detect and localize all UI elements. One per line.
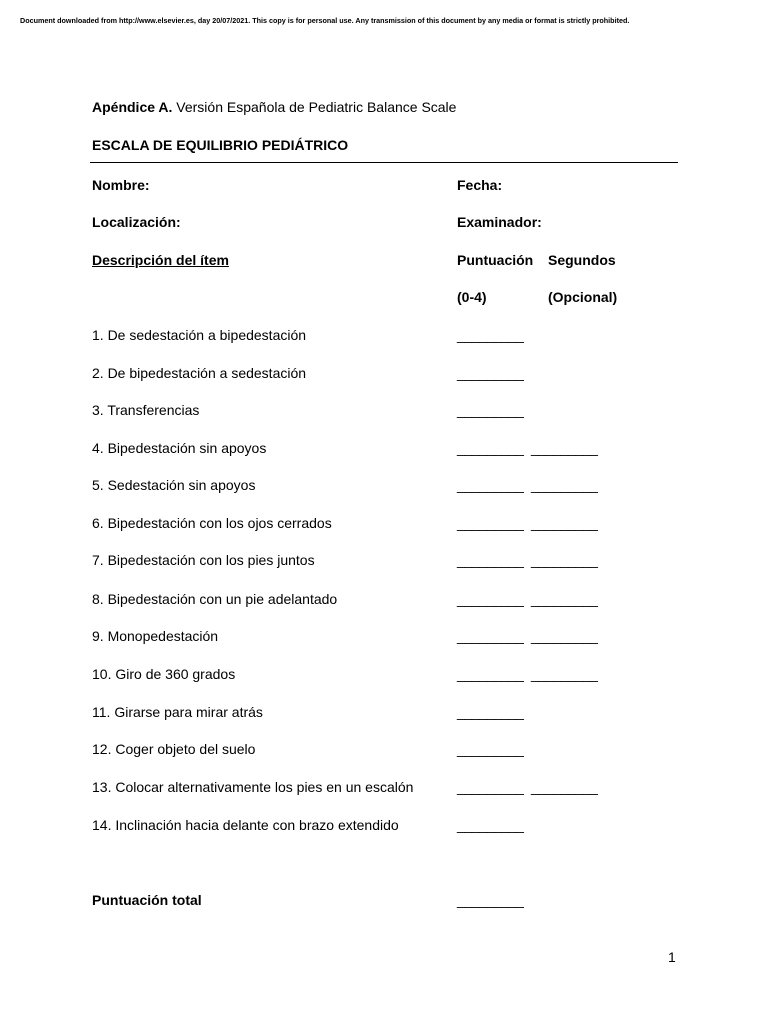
score-blank[interactable]: _________ (457, 327, 524, 343)
seconds-optional-note: (Opcional) (548, 289, 618, 305)
item-label: 11. Girarse para mirar atrás (92, 704, 263, 720)
item-label: 7. Bipedestación con los pies juntos (92, 552, 315, 568)
score-blank[interactable]: _________ (457, 779, 524, 795)
score-blank[interactable]: _________ (457, 515, 524, 531)
date-label: Fecha: (457, 177, 503, 193)
item-row (0, 817, 768, 837)
score-blank[interactable]: _________ (457, 817, 524, 833)
item-label: 13. Colocar alternativamente los pies en un escalón (92, 779, 414, 795)
seconds-header: Segundos (548, 252, 616, 268)
item-row (0, 515, 768, 535)
item-label: 12. Coger objeto del suelo (92, 741, 256, 757)
item-label: 10. Giro de 360 grados (92, 666, 236, 682)
item-row (0, 440, 768, 460)
seconds-blank[interactable]: _________ (531, 591, 598, 607)
examiner-label: Examinador: (457, 214, 542, 230)
seconds-blank[interactable]: _________ (531, 666, 598, 682)
page-number: 1 (668, 949, 676, 965)
item-label: 6. Bipedestación con los ojos cerrados (92, 515, 332, 531)
item-row (0, 741, 768, 761)
item-row (0, 779, 768, 799)
location-label: Localización: (92, 214, 181, 230)
score-blank[interactable]: _________ (457, 365, 524, 381)
item-label: 4. Bipedestación sin apoyos (92, 440, 267, 456)
item-label: 14. Inclinación hacia delante con brazo extendido (92, 817, 399, 833)
seconds-blank[interactable]: _________ (531, 515, 598, 531)
item-row (0, 327, 768, 347)
document-title: ESCALA DE EQUILIBRIO PEDIÁTRICO (92, 137, 349, 153)
score-blank[interactable]: _________ (457, 591, 524, 607)
item-row (0, 402, 768, 422)
seconds-blank[interactable]: _________ (531, 552, 598, 568)
item-row (0, 666, 768, 686)
score-blank[interactable]: _________ (457, 628, 524, 644)
item-row (0, 477, 768, 497)
score-blank[interactable]: _________ (457, 666, 524, 682)
item-row (0, 365, 768, 385)
appendix-heading (92, 99, 456, 115)
total-score-label: Puntuación total (92, 892, 202, 908)
appendix-label: Apéndice A. (92, 99, 173, 115)
item-label: 1. De sedestación a bipedestación (92, 327, 307, 343)
item-description-header: Descripción del ítem (92, 252, 229, 268)
item-row (0, 552, 768, 572)
item-label: 9. Monopedestación (92, 628, 219, 644)
seconds-blank[interactable]: _________ (531, 628, 598, 644)
item-row (0, 704, 768, 724)
name-label: Nombre: (92, 177, 150, 193)
item-label: 8. Bipedestación con un pie adelantado (92, 591, 338, 607)
score-blank[interactable]: _________ (457, 440, 524, 456)
download-notice: Document downloaded from http://www.elsevier.es, day 20/07/2021. This copy is for personal use. Any transmission of this document by any media or format is strictly prohibited. (20, 16, 630, 25)
score-blank[interactable]: _________ (457, 704, 524, 720)
score-header: Puntuación (457, 252, 534, 268)
item-label: 2. De bipedestación a sedestación (92, 365, 307, 381)
title-divider (90, 162, 678, 163)
score-blank[interactable]: _________ (457, 741, 524, 757)
total-score-blank[interactable]: _________ (457, 892, 524, 908)
appendix-text: Versión Española de Pediatric Balance Scale (172, 99, 457, 115)
score-blank[interactable]: _________ (457, 402, 524, 418)
seconds-blank[interactable]: _________ (531, 440, 598, 456)
seconds-blank[interactable]: _________ (531, 779, 598, 795)
item-label: 3. Transferencias (92, 402, 200, 418)
score-range: (0-4) (457, 289, 487, 305)
seconds-blank[interactable]: _________ (531, 477, 598, 493)
item-row (0, 628, 768, 648)
item-label: 5. Sedestación sin apoyos (92, 477, 256, 493)
score-blank[interactable]: _________ (457, 477, 524, 493)
item-row (0, 591, 768, 611)
score-blank[interactable]: _________ (457, 552, 524, 568)
